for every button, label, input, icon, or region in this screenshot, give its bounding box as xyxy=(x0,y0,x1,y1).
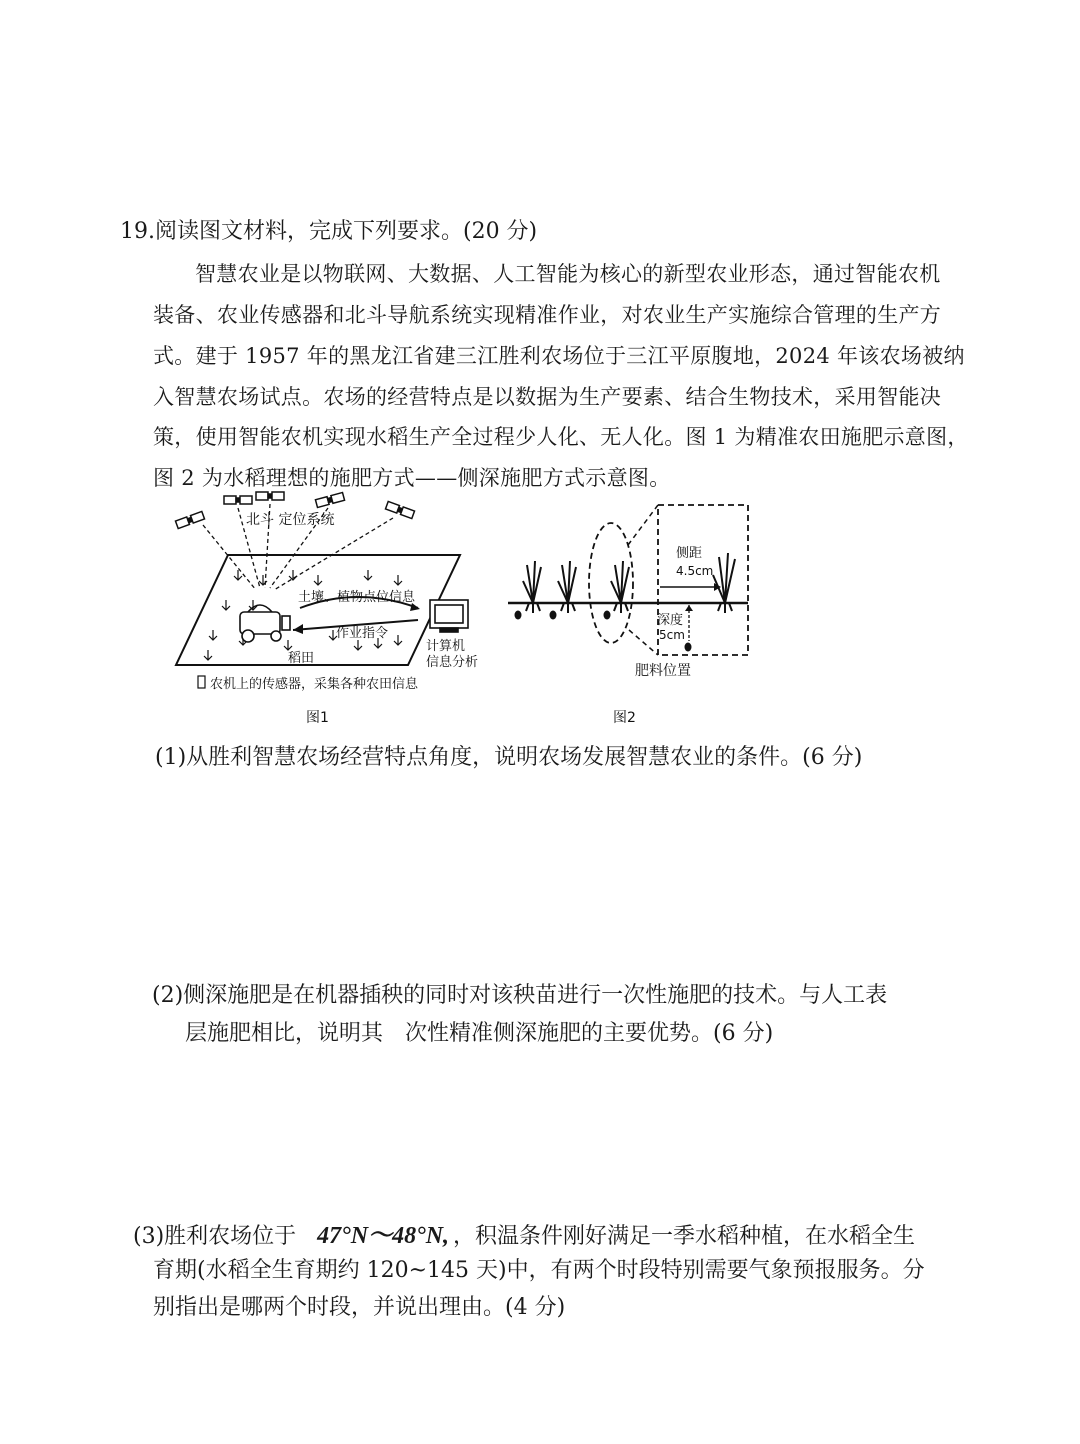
fertilizer-position-label: 肥料位置 xyxy=(635,663,691,679)
side-distance-value: 4.5cm xyxy=(676,564,714,578)
subquestion-2-line-1: (2)侧深施肥是在机器插秧的同时对该秧苗进行一次性施肥的技术。与人工表 xyxy=(152,983,888,1008)
sensor-note: 农机上的传感器，采集各种农田信息 xyxy=(210,677,419,692)
field-arrows xyxy=(204,570,402,660)
paragraph-line-4: 入智慧农场试点。农场的经营特点是以数据为生产要素、结合生物技术，采用智能决 xyxy=(153,385,942,409)
soil-info-label: 土壤、植物点位信息 xyxy=(298,590,416,605)
latitude-range: 47°N～48°N, xyxy=(317,1223,450,1249)
subquestion-3-line-3: 别指出是哪两个时段，并说出理由。(4 分) xyxy=(153,1295,566,1320)
figure-1-precision-fertilizing-diagram xyxy=(168,490,498,730)
beidou-label: 北斗 定位系统 xyxy=(246,512,335,528)
side-distance-label: 侧距 xyxy=(676,546,703,561)
computer-label: 计算机 xyxy=(426,639,466,654)
paddy-label: 稻田 xyxy=(288,651,315,666)
depth-value: 5cm xyxy=(659,628,685,642)
paragraph-line-2: 装备、农业传感器和北斗导航系统实现精准作业，对农业生产实施综合管理的生产方 xyxy=(153,303,942,327)
subquestion-3-line-2: 育期(水稻全生育期约 120~145 天)中，有两个时段特别需要气象预报服务。分 xyxy=(153,1258,925,1283)
analysis-label: 信息分析 xyxy=(426,655,479,670)
sensor-icon xyxy=(198,676,205,688)
subquestion-3-line-1 xyxy=(133,1215,915,1250)
paragraph-line-5: 策，使用智能农机实现水稻生产全过程少人化、无人化。图 1 为精准农田施肥示意图， xyxy=(153,425,969,449)
figure-2-side-deep-fertilizing-diagram xyxy=(503,495,763,730)
paragraph-line-3: 式。建于 1957 年的黑龙江省建三江胜利农场位于三江平原腹地，2024 年该农场被纳 xyxy=(153,344,965,368)
subquestion-1: (1)从胜利智慧农场经营特点角度，说明农场发展智慧农业的条件。(6 分) xyxy=(155,745,863,770)
tractor-icon xyxy=(240,605,290,642)
computer-icon xyxy=(430,600,468,632)
subquestion-3-rest: ，积温条件刚好满足一季水稻种植，在水稻全生 xyxy=(453,1224,916,1249)
paragraph-line-6: 图 2 为水稻理想的施肥方式——侧深施肥方式示意图。 xyxy=(153,466,671,490)
subquestion-3-prefix: (3)胜利农场位于 xyxy=(133,1224,297,1249)
question-title: 19.阅读图文材料，完成下列要求。(20 分) xyxy=(120,219,538,244)
figure-1-caption: 图1 xyxy=(306,710,329,726)
figure-2-caption: 图2 xyxy=(613,710,636,726)
paragraph-line-1: 智慧农业是以物联网、大数据、人工智能为核心的新型农业形态，通过智能农机 xyxy=(195,262,941,286)
depth-label: 深度 xyxy=(657,613,684,628)
subquestion-2-line-2: 层施肥相比，说明其 次性精准侧深施肥的主要优势。(6 分) xyxy=(185,1021,774,1046)
command-label: 作业指令 xyxy=(336,626,389,641)
paddy-field-outline xyxy=(176,555,460,665)
